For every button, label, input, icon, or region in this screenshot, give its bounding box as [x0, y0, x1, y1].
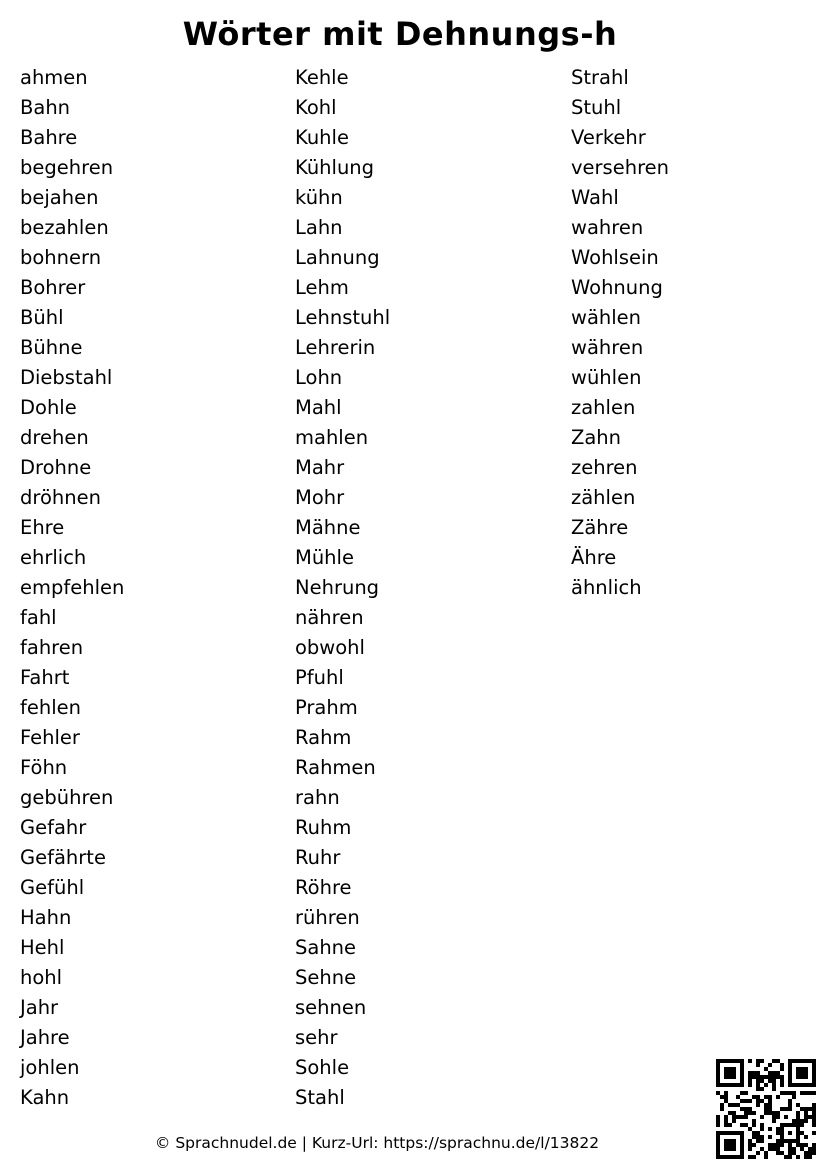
word-item: Wohnung	[571, 276, 663, 299]
word-item: Ehre	[20, 516, 65, 539]
word-item: drehen	[20, 426, 89, 449]
word-item: zählen	[571, 486, 636, 509]
word-item: zahlen	[571, 396, 636, 419]
word-item: Gefühl	[20, 876, 85, 899]
word-item: Wohlsein	[571, 246, 659, 269]
word-item: Kuhle	[295, 126, 349, 149]
word-column-3	[571, 63, 669, 603]
word-item: Zahn	[571, 426, 622, 449]
word-item: Nehrung	[295, 576, 380, 599]
word-item: Kohl	[295, 96, 337, 119]
word-item: Sahne	[295, 936, 357, 959]
word-item: Kahn	[20, 1086, 70, 1109]
word-item: Hehl	[20, 936, 65, 959]
word-item: mahlen	[295, 426, 369, 449]
word-item: Mähne	[295, 516, 361, 539]
qr-code-icon	[716, 1059, 816, 1159]
word-item: Ruhr	[295, 846, 341, 869]
word-item: Fehler	[20, 726, 80, 749]
word-item: Mohr	[295, 486, 345, 509]
word-item: Jahre	[20, 1026, 70, 1049]
word-item: zehren	[571, 456, 638, 479]
word-item: Bohrer	[20, 276, 86, 299]
word-item: Stahl	[295, 1086, 345, 1109]
word-item: begehren	[20, 156, 114, 179]
word-item: Fahrt	[20, 666, 70, 689]
word-item: Ruhm	[295, 816, 352, 839]
word-item: rühren	[295, 906, 360, 929]
word-item: wahren	[571, 216, 644, 239]
word-item: Lohn	[295, 366, 343, 389]
word-item: nähren	[295, 606, 364, 629]
word-item: dröhnen	[20, 486, 101, 509]
word-item: Lahn	[295, 216, 343, 239]
word-item: hohl	[20, 966, 63, 989]
word-item: empfehlen	[20, 576, 125, 599]
word-item: Bahre	[20, 126, 78, 149]
word-item: Sehne	[295, 966, 357, 989]
word-item: Zähre	[571, 516, 629, 539]
word-item: Strahl	[571, 66, 629, 89]
word-item: Mahr	[295, 456, 345, 479]
word-item: sehr	[295, 1026, 338, 1049]
word-item: Kehle	[295, 66, 349, 89]
word-item: Bühne	[20, 336, 83, 359]
word-item: ahmen	[20, 66, 88, 89]
word-column-2	[295, 63, 390, 1113]
word-item: Stuhl	[571, 96, 622, 119]
word-item: Lehnstuhl	[295, 306, 391, 329]
word-item: Bahn	[20, 96, 71, 119]
word-item: gebühren	[20, 786, 114, 809]
word-item: ehrlich	[20, 546, 87, 569]
footer-credit: © Sprachnudel.de | Kurz-Url: https://sprachnu.de/l/13822	[154, 1134, 600, 1152]
word-item: Prahm	[295, 696, 358, 719]
word-item: sehnen	[295, 996, 367, 1019]
word-item: bohnern	[20, 246, 102, 269]
word-item: kühn	[295, 186, 343, 209]
word-item: fahl	[20, 606, 57, 629]
word-item: bejahen	[20, 186, 99, 209]
word-item: wählen	[571, 306, 642, 329]
word-item: Röhre	[295, 876, 352, 899]
word-item: währen	[571, 336, 644, 359]
word-item: Lahnung	[295, 246, 380, 269]
word-item: Ähre	[571, 546, 617, 569]
word-item: Diebstahl	[20, 366, 113, 389]
word-item: Gefahr	[20, 816, 87, 839]
word-item: Sohle	[295, 1056, 350, 1079]
word-item: obwohl	[295, 636, 365, 659]
word-item: Lehm	[295, 276, 349, 299]
word-column-1	[20, 63, 124, 1113]
word-item: fehlen	[20, 696, 81, 719]
word-item: Rahm	[295, 726, 352, 749]
word-item: fahren	[20, 636, 84, 659]
word-item: Dohle	[20, 396, 77, 419]
word-item: wühlen	[571, 366, 642, 389]
word-item: versehren	[571, 156, 670, 179]
word-item: Drohne	[20, 456, 92, 479]
word-item: Kühlung	[295, 156, 375, 179]
word-item: bezahlen	[20, 216, 109, 239]
word-item: rahn	[295, 786, 340, 809]
word-item: Pfuhl	[295, 666, 344, 689]
word-item: Föhn	[20, 756, 68, 779]
word-item: Mahl	[295, 396, 342, 419]
word-item: Mühle	[295, 546, 354, 569]
word-item: Bühl	[20, 306, 64, 329]
word-item: Gefährte	[20, 846, 106, 869]
word-item: Hahn	[20, 906, 72, 929]
word-item: johlen	[20, 1056, 80, 1079]
word-item: Wahl	[571, 186, 619, 209]
word-item: Verkehr	[571, 126, 646, 149]
word-item: Lehrerin	[295, 336, 376, 359]
word-item: ähnlich	[571, 576, 642, 599]
word-item: Jahr	[20, 996, 59, 1019]
word-item: Rahmen	[295, 756, 376, 779]
page-title: Wörter mit Dehnungs-h	[182, 15, 618, 53]
